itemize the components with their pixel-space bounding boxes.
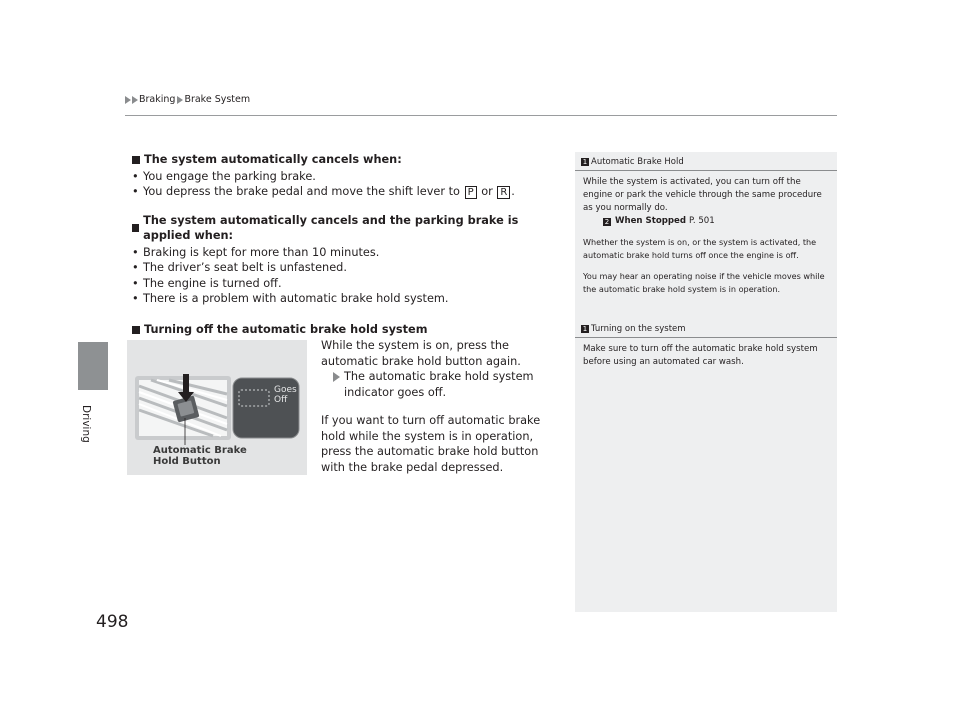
breadcrumb-arrow-icon (177, 96, 183, 104)
bullet-list (132, 169, 562, 200)
page-number: 498 (96, 612, 129, 632)
note-paragraph: While the system is activated, you can turn off the engine or park the vehicle through the same procedure as you normally do. (583, 177, 822, 213)
list-item: • There is a problem with automatic brake hold system. (132, 291, 562, 307)
note-icon: 1 (582, 325, 588, 333)
section-heading-text: The system automatically cancels and the parking brake is applied when: (143, 213, 519, 242)
main-content (132, 152, 562, 307)
note-title: Automatic Brake Hold (591, 157, 684, 167)
note-header (575, 157, 837, 171)
square-bullet-icon (132, 326, 140, 334)
header-divider (125, 115, 837, 116)
square-bullet-icon (132, 156, 140, 164)
shift-key-p-icon: P (465, 186, 477, 199)
sidebar-note (575, 157, 837, 304)
turnoff-instructions (321, 338, 557, 475)
note-paragraph: Make sure to turn off the automatic brake hold system before using an automated car wash. (583, 344, 818, 367)
sidebar-note (575, 324, 837, 377)
breadcrumb-item: Braking (139, 94, 176, 105)
list-item: • Braking is kept for more than 10 minutes. (132, 245, 562, 261)
result-arrow-icon (333, 372, 340, 382)
bullet-list (132, 245, 562, 307)
chapter-tab (78, 342, 108, 390)
note-body (575, 171, 837, 296)
breadcrumb (125, 94, 252, 105)
breadcrumb-arrow-icon (125, 96, 131, 104)
paragraph: If you want to turn off automatic brake hold while the system is in operation, press the automatic brake hold button with the brake pedal depressed. (321, 414, 541, 474)
note-icon: 1 (582, 158, 588, 166)
note-paragraph: Whether the system is on, or the system is activated, the automatic brake hold turns off once the engine is off. (583, 237, 817, 260)
section-heading-text: The system automatically cancels when: (144, 153, 402, 166)
reference-icon: 2 (604, 217, 610, 226)
brake-hold-button-illustration (127, 340, 307, 475)
breadcrumb-item: Brake System (184, 94, 251, 105)
section-heading-text: Turning off the automatic brake hold system (144, 323, 428, 336)
list-item: • You engage the parking brake. (132, 169, 562, 185)
result-line: The automatic brake hold system indicator goes off. (333, 369, 557, 400)
figure-caption: Automatic Brake Hold Button (153, 445, 247, 467)
list-item: • The engine is turned off. (132, 276, 562, 292)
note-title: Turning on the system (591, 324, 686, 334)
note-body (575, 338, 837, 369)
note-paragraph: You may hear an operating noise if the vehicle moves while the automatic brake hold system is in operation. (583, 271, 825, 294)
shift-key-r-icon: R (497, 186, 510, 199)
square-bullet-icon (132, 224, 139, 232)
indicator-status-text: Goes Off (274, 385, 297, 405)
section-heading (132, 152, 562, 168)
list-item: • The driver’s seat belt is unfastened. (132, 260, 562, 276)
note-header (575, 324, 837, 338)
section-heading (132, 323, 428, 336)
breadcrumb-arrow-icon (132, 96, 138, 104)
section-heading (132, 213, 562, 244)
chapter-label: Driving (80, 405, 92, 443)
cross-reference[interactable]: 2 When Stopped P. 501 (604, 216, 715, 226)
paragraph: While the system is on, press the automatic brake hold button again. (321, 339, 521, 368)
list-item: • You depress the brake pedal and move the shift lever to P or R . (132, 184, 562, 200)
